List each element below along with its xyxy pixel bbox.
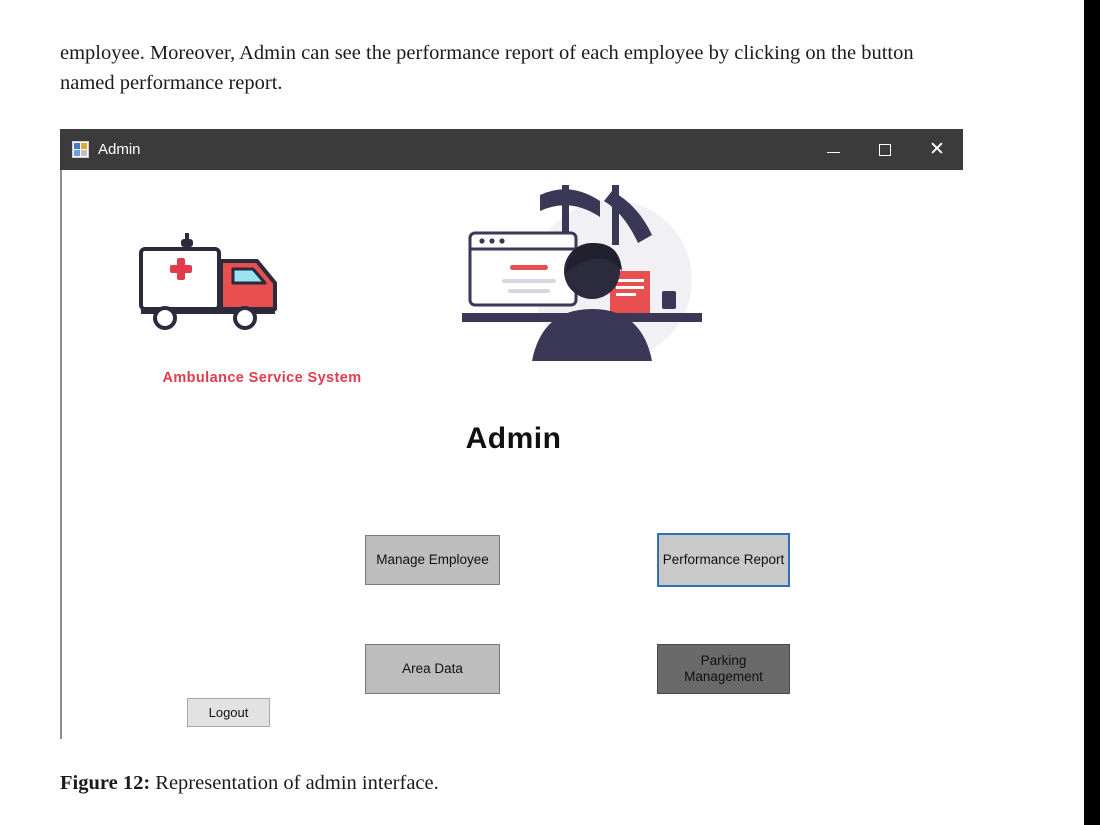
page-edge-strip bbox=[1084, 0, 1100, 825]
window-title: Admin bbox=[98, 141, 141, 158]
parking-management-button[interactable] bbox=[657, 644, 790, 694]
figure-label: Figure 12: bbox=[60, 772, 151, 794]
window-titlebar bbox=[60, 129, 963, 170]
parking-management-line2: Management bbox=[684, 669, 763, 684]
close-icon: ✕ bbox=[929, 139, 945, 160]
minimize-icon bbox=[827, 152, 840, 153]
logo-caption: Ambulance Service System bbox=[162, 370, 362, 386]
maximize-button[interactable] bbox=[859, 129, 911, 170]
area-data-button[interactable]: Area Data bbox=[365, 644, 500, 694]
close-button[interactable] bbox=[911, 129, 963, 170]
minimize-button[interactable] bbox=[807, 129, 859, 170]
logout-button[interactable]: Logout bbox=[187, 698, 270, 727]
parking-management-label bbox=[684, 653, 763, 685]
parking-management-line1: Parking bbox=[700, 653, 747, 668]
maximize-icon bbox=[879, 144, 891, 156]
performance-report-button[interactable]: Performance Report bbox=[657, 533, 790, 587]
window-controls bbox=[807, 129, 963, 170]
admin-window bbox=[60, 129, 963, 739]
ambulance-logo bbox=[117, 225, 367, 386]
body-paragraph: employee. Moreover, Admin can see the performance report of each employee by clicking on the button named performance report. bbox=[60, 42, 914, 94]
figure-caption bbox=[60, 772, 439, 795]
hero-illustration bbox=[462, 185, 762, 385]
manage-employee-button[interactable]: Manage Employee bbox=[365, 535, 500, 585]
page-title: Admin bbox=[465, 422, 562, 455]
figure-caption-text: Representation of admin interface. bbox=[150, 772, 439, 794]
window-client-area bbox=[60, 170, 963, 739]
application-icon bbox=[72, 141, 89, 158]
